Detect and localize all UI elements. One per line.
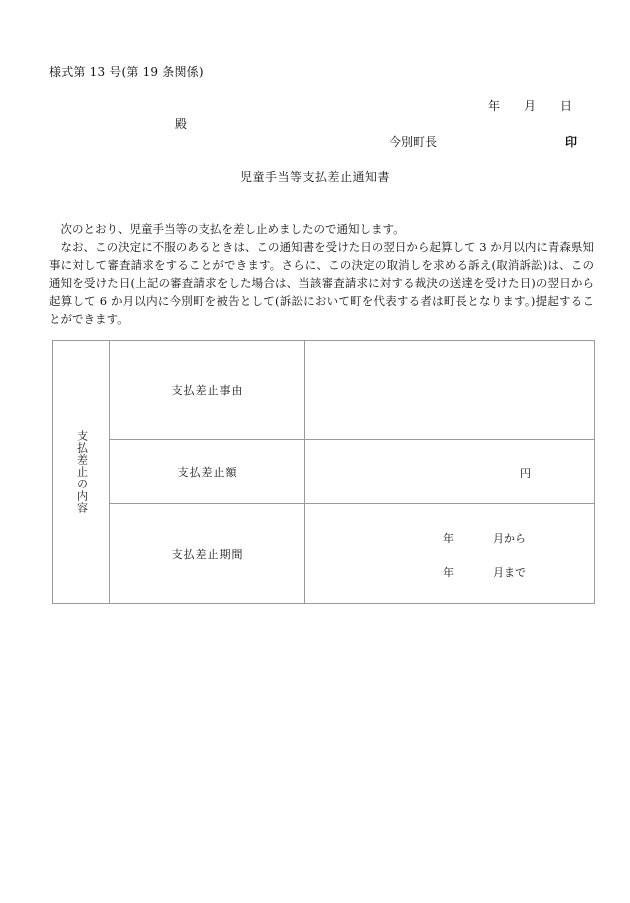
period-from-year: 年 <box>443 532 454 545</box>
suspension-details-table <box>52 340 595 604</box>
date-day: 日 <box>560 99 573 113</box>
form-number: 様式第 13 号(第 19 条関係) <box>49 65 204 79</box>
date-year: 年 <box>488 99 501 113</box>
period-to-month: 月まで <box>493 566 526 579</box>
amount-label: 支払差止額 <box>177 465 238 479</box>
date-line <box>488 97 572 114</box>
issuer-name: 今別町長 <box>389 135 438 149</box>
body-paragraph-2: なお、この決定に不服のあるときは、この通知書を受けた日の翌日から起算して 3 か月以内に青森県知事に対して審査請求をすることができます。さらに、この決定の取消しを求める訴え(取消訴訟)は、この通知を受けた日(上記の審査請求をした場合は、当該審査請求に対する裁決の送達を受けた日)の翌日から起算して 6 か月以内に今別町を被告として(訴訟において町を代表する者は町長となります。)提起することができます。 <box>49 240 594 326</box>
period-from-month: 月から <box>493 532 526 545</box>
table-divider <box>304 341 305 603</box>
seal-mark: 印 <box>565 135 578 149</box>
document-title: 児童手当等支払差止通知書 <box>239 170 390 184</box>
reason-label: 支払差止事由 <box>171 384 244 397</box>
notice-body <box>49 220 594 328</box>
side-label-text: 支払差止の内容 <box>75 430 89 514</box>
side-label-cell <box>53 341 110 603</box>
date-month: 月 <box>524 99 537 113</box>
period-to-year: 年 <box>443 566 454 579</box>
period-label: 支払差止期間 <box>171 547 244 561</box>
body-paragraph-1: 次のとおり、児童手当等の支払を差し止めましたので通知します。 <box>60 222 405 236</box>
amount-unit: 円 <box>520 467 531 480</box>
addressee-suffix: 殿 <box>175 117 188 131</box>
